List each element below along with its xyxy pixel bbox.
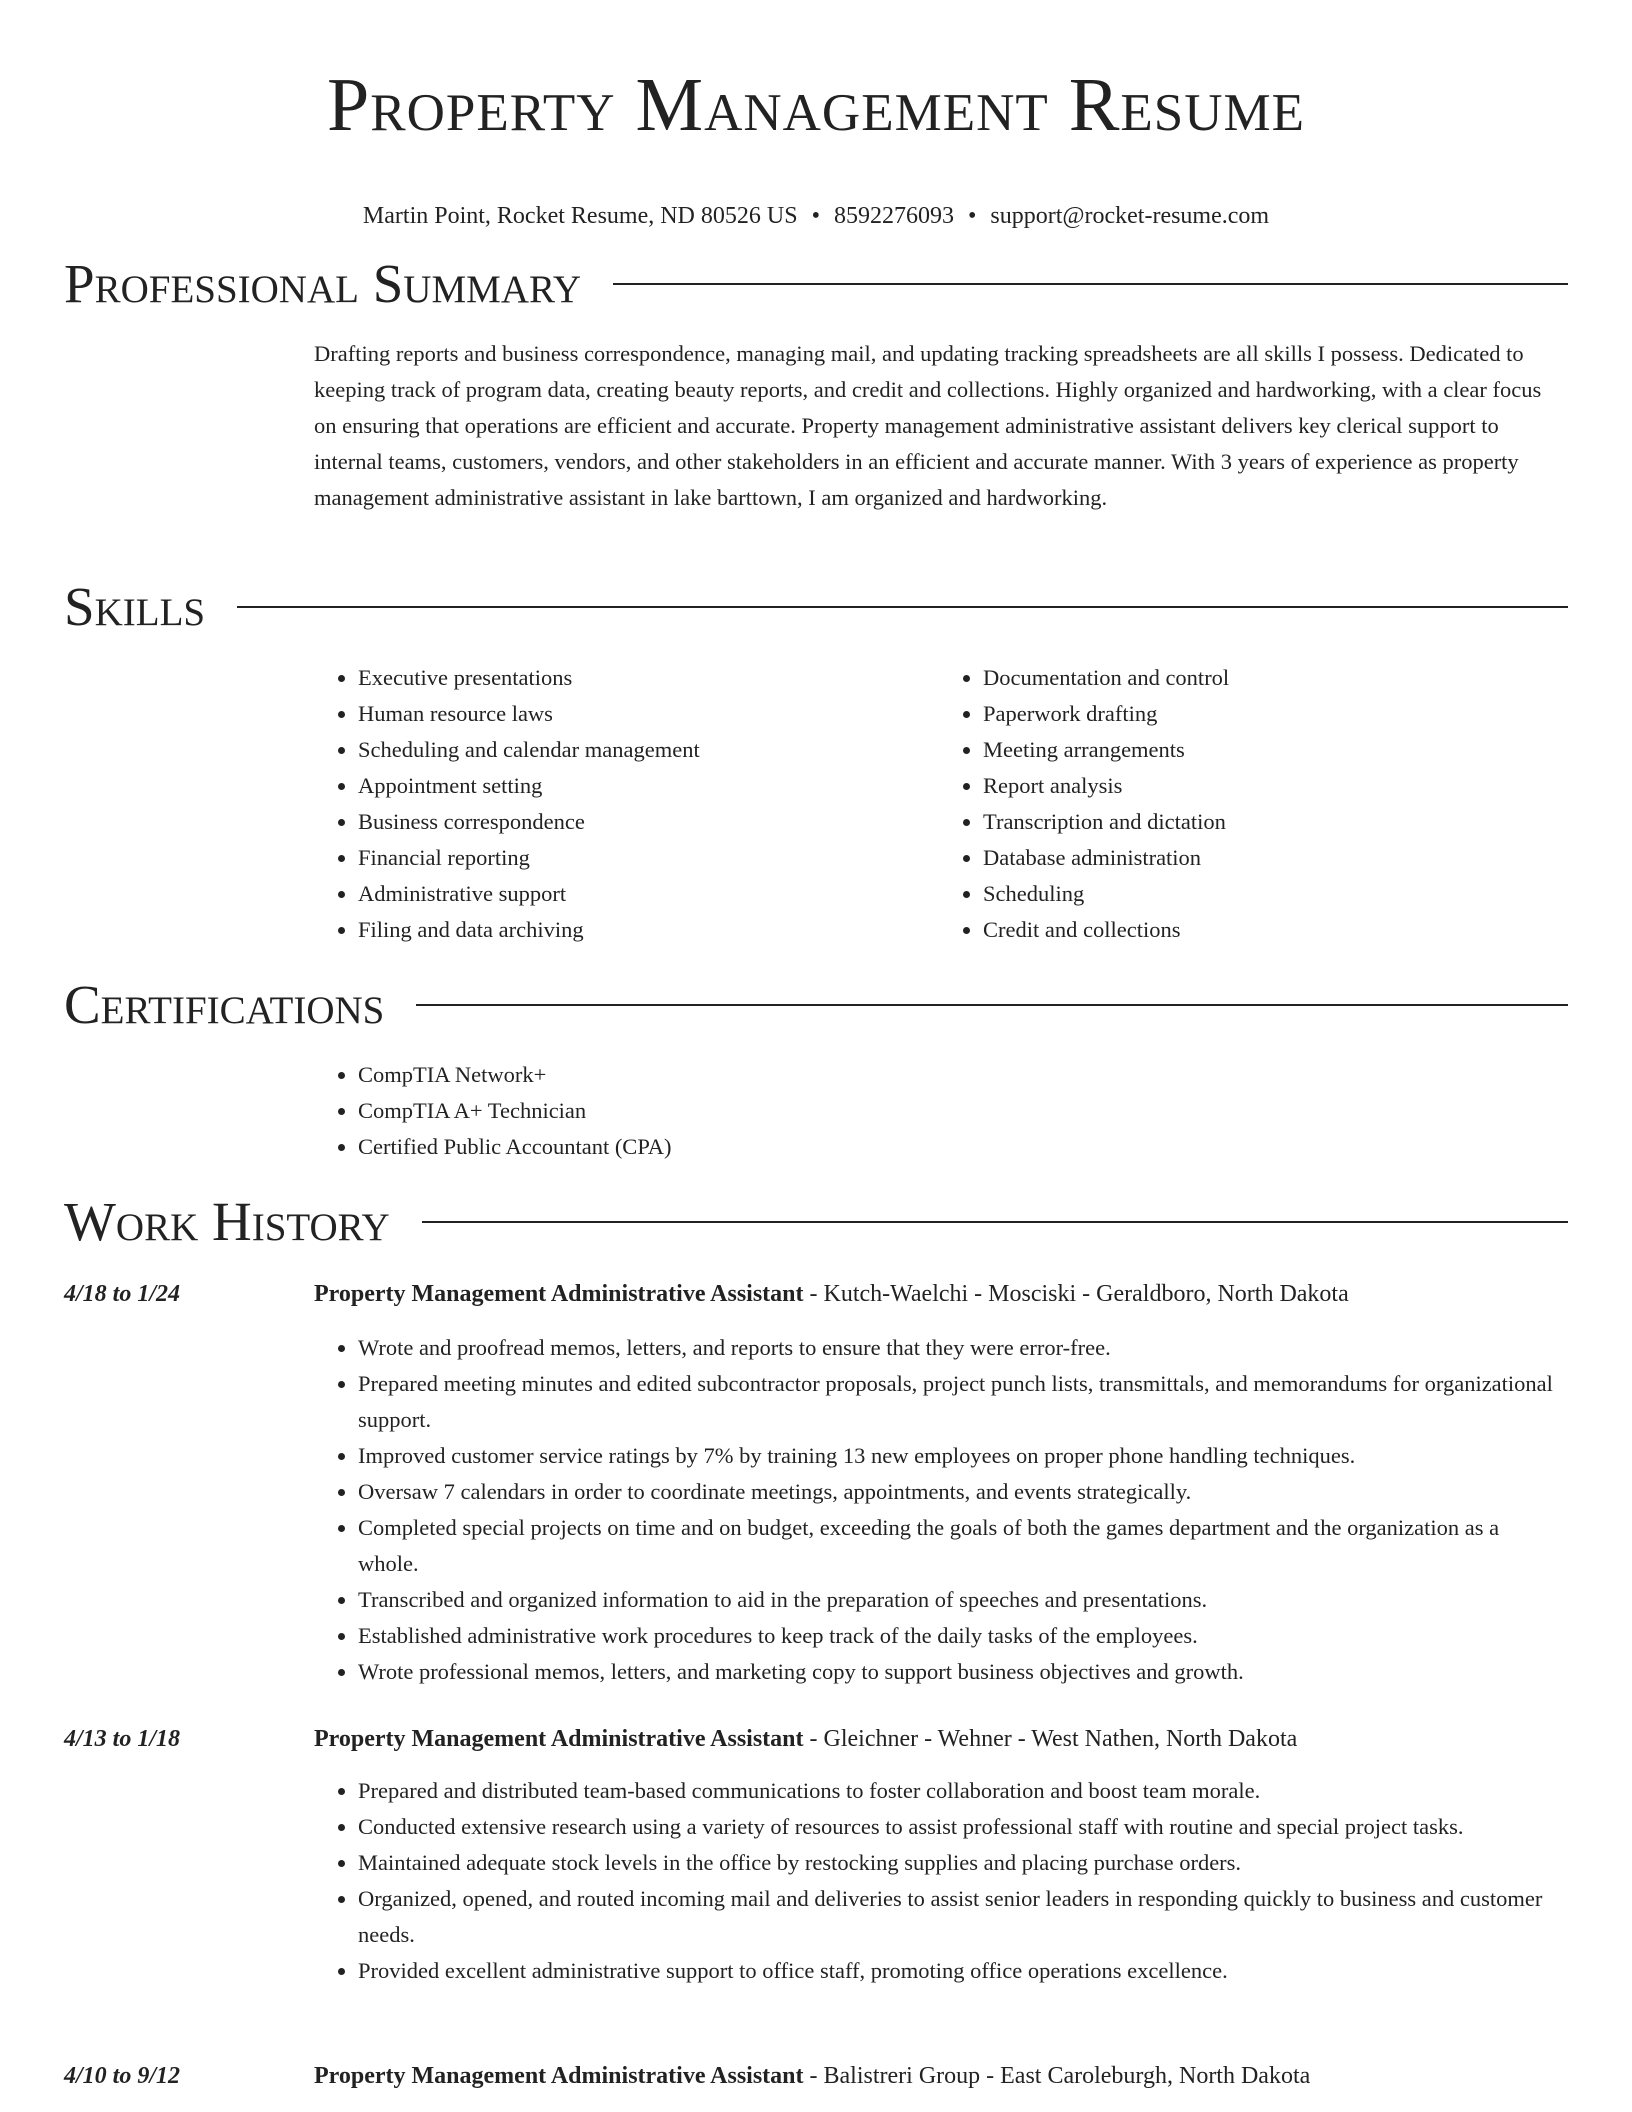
job-duties (314, 1330, 1564, 1690)
work-section-header (64, 1190, 1568, 1254)
summary-section-header (64, 252, 1568, 316)
skill-item: • Executive presentations (358, 660, 939, 696)
work-heading: Work History (64, 1191, 390, 1252)
job-duty-item: • Wrote professional memos, letters, and marketing copy to support business objectives and growth. (358, 1654, 1564, 1690)
skills-column-right (939, 660, 1564, 948)
skill-item: • Appointment setting (358, 768, 939, 804)
skill-item: • Documentation and control (983, 660, 1564, 696)
job-date: 4/13 to 1/18 (64, 1726, 181, 1752)
job-duty-item: • Prepared and distributed team-based communications to foster collaboration and boost team morale. (358, 1773, 1564, 1809)
job-title: Property Management Administrative Assistant (314, 1281, 804, 1307)
skill-item: • Scheduling (983, 876, 1564, 912)
job-duty-item: • Prepared meeting minutes and edited subcontractor proposals, project punch lists, transmittals, and memorandums for organizational support. (358, 1366, 1564, 1438)
certifications-list (314, 1057, 1564, 1165)
skill-item: • Administrative support (358, 876, 939, 912)
job-duty-item: • Improved customer service ratings by 7% by training 13 new employees on proper phone handling techniques. (358, 1438, 1564, 1474)
skill-item: • Filing and data archiving (358, 912, 939, 948)
contact-email: support@rocket-resume.com (990, 203, 1270, 229)
skill-item: • Meeting arrangements (983, 732, 1564, 768)
job-heading (314, 1276, 1349, 1312)
contact-address: Martin Point, Rocket Resume, ND 80526 US (362, 203, 798, 229)
contact-phone: 8592276093 (833, 203, 954, 229)
job-duty-item: • Organized, opened, and routed incoming mail and deliveries to assist senior leaders in responding quickly to business and customer needs. (358, 1881, 1564, 1953)
summary-text: Drafting reports and business correspondence, managing mail, and updating tracking spreadsheets are all skills I possess. Dedicated to keeping track of program data, creating beauty reports, and credit and collections. Highly organized and hardworking, with a clear focus on ensuring that operations are efficient and accurate. Property management administrative assistant delivers key clerical support to internal teams, customers, vendors, and other stakeholders in an efficient and accurate manner. With 3 years of experience as property management administrative assistant in lake barttown, I am organized and hardworking. (314, 341, 1542, 510)
certifications-section-header (64, 973, 1568, 1037)
job-duty-item: • Maintained adequate stock levels in the office by restocking supplies and placing purchase orders. (358, 1845, 1564, 1881)
certification-item: • CompTIA A+ Technician (358, 1093, 1564, 1129)
skills-list (314, 660, 1564, 948)
skill-item: • Transcription and dictation (983, 804, 1564, 840)
skill-item: • Scheduling and calendar management (358, 732, 939, 768)
job-title: Property Management Administrative Assistant (314, 2063, 804, 2089)
job-heading (314, 1721, 1297, 1757)
section-divider (613, 283, 1568, 285)
skill-item: • Report analysis (983, 768, 1564, 804)
skills-heading: Skills (64, 576, 206, 637)
job-duties (314, 1773, 1564, 1989)
job-heading (314, 2058, 1310, 2094)
job-duty-item: • Conducted extensive research using a variety of resources to assist professional staff with routine and special project tasks. (358, 1809, 1564, 1845)
skills-column-left (314, 660, 939, 948)
contact-separator: • (967, 203, 977, 229)
skills-section-header (64, 575, 1568, 639)
section-divider (422, 1221, 1568, 1223)
job-duty-item: • Provided excellent administrative support to office staff, promoting office operations excellence. (358, 1953, 1564, 1989)
job-duty-item: • Wrote and proofread memos, letters, and reports to ensure that they were error-free. (358, 1330, 1564, 1366)
summary-heading: Professional Summary (64, 253, 582, 314)
skill-item: • Paperwork drafting (983, 696, 1564, 732)
job-duty-item: • Oversaw 7 calendars in order to coordinate meetings, appointments, and events strategically. (358, 1474, 1564, 1510)
job-employer: - Kutch-Waelchi - Mosciski - Geraldboro, North Dakota (803, 1281, 1349, 1307)
certification-item: • Certified Public Accountant (CPA) (358, 1129, 1564, 1165)
skill-item: • Database administration (983, 840, 1564, 876)
certifications-heading: Certifications (64, 974, 385, 1035)
resume-title: Property Management Resume (326, 63, 1306, 147)
job-duty-item: • Transcribed and organized information to aid in the preparation of speeches and presentations. (358, 1582, 1564, 1618)
job-employer: - Gleichner - Wehner - West Nathen, North Dakota (803, 1726, 1298, 1752)
job-date: 4/10 to 9/12 (64, 2063, 181, 2089)
skill-item: • Financial reporting (358, 840, 939, 876)
job-title: Property Management Administrative Assistant (314, 1726, 804, 1752)
skill-item: • Business correspondence (358, 804, 939, 840)
section-divider (237, 606, 1568, 608)
certification-item: • CompTIA Network+ (358, 1057, 1564, 1093)
resume-page (64, 0, 1568, 2089)
contact-line (64, 200, 1568, 232)
section-divider (416, 1004, 1568, 1006)
skill-item: • Credit and collections (983, 912, 1564, 948)
contact-separator: • (811, 203, 820, 229)
job-duty-item: • Completed special projects on time and on budget, exceeding the goals of both the games department and the organization as a whole. (358, 1510, 1564, 1582)
job-duty-item: • Established administrative work procedures to keep track of the daily tasks of the employees. (358, 1618, 1564, 1654)
skill-item: • Human resource laws (358, 696, 939, 732)
job-employer: - Balistreri Group - East Caroleburgh, North Dakota (803, 2063, 1311, 2089)
job-date: 4/18 to 1/24 (64, 1281, 181, 1307)
